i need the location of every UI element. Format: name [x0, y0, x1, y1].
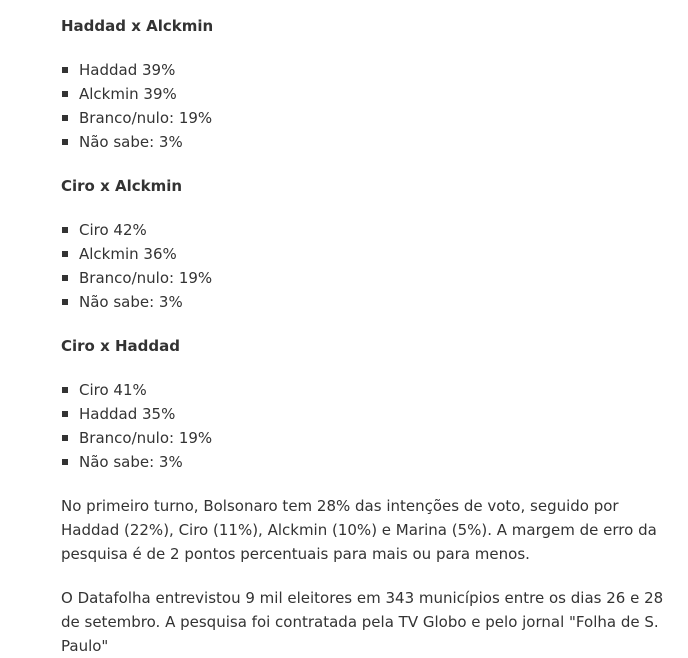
list-item	[61, 242, 212, 266]
list-item-text: Não sabe: 3%	[79, 453, 183, 471]
list-item-text: Branco/nulo: 19%	[79, 109, 213, 127]
list-item-text: Alckmin 36%	[79, 245, 177, 263]
list-item	[61, 450, 212, 474]
list-item	[61, 106, 212, 130]
results-list-haddad-x-alckmin	[61, 58, 212, 154]
list-item-text: Não sabe: 3%	[79, 293, 183, 311]
square-bullet-icon	[62, 299, 68, 305]
results-list-ciro-x-alckmin	[61, 218, 212, 314]
list-item	[61, 378, 212, 402]
list-item-text: Branco/nulo: 19%	[79, 269, 213, 287]
methodology-paragraph: O Datafolha entrevistou 9 mil eleitores em 343 municípios entre os dias 26 e 28 de setembro. A pesquisa foi contratada pela TV Globo e pelo jornal "Folha de S. Paulo"	[61, 589, 664, 655]
list-item-text: Ciro 41%	[79, 381, 147, 399]
square-bullet-icon	[62, 411, 68, 417]
square-bullet-icon	[62, 275, 68, 281]
list-item	[61, 218, 212, 242]
section-title-ciro-x-alckmin: Ciro x Alckmin	[61, 177, 183, 195]
list-item	[61, 290, 212, 314]
square-bullet-icon	[62, 387, 68, 393]
results-list-ciro-x-haddad	[61, 378, 212, 474]
list-item-text: Ciro 42%	[79, 221, 147, 239]
list-item	[61, 82, 212, 106]
list-item-text: Alckmin 39%	[79, 85, 177, 103]
list-item	[61, 130, 212, 154]
square-bullet-icon	[62, 67, 68, 73]
square-bullet-icon	[62, 115, 68, 121]
list-item-text: Branco/nulo: 19%	[79, 429, 213, 447]
section-title-haddad-x-alckmin: Haddad x Alckmin	[61, 17, 214, 35]
first-round-paragraph: No primeiro turno, Bolsonaro tem 28% das intenções de voto, seguido por Haddad (22%), Ciro (11%), Alckmin (10%) e Marina (5%). A margem de erro da pesquisa é de 2 pontos percentuais para mais ou para menos.	[61, 497, 657, 563]
list-item	[61, 402, 212, 426]
square-bullet-icon	[62, 91, 68, 97]
list-item	[61, 58, 212, 82]
list-item-text: Não sabe: 3%	[79, 133, 183, 151]
square-bullet-icon	[62, 251, 68, 257]
section-title-ciro-x-haddad: Ciro x Haddad	[61, 337, 180, 355]
square-bullet-icon	[62, 139, 68, 145]
list-item	[61, 266, 212, 290]
square-bullet-icon	[62, 227, 68, 233]
list-item	[61, 426, 212, 450]
list-item-text: Haddad 35%	[79, 405, 176, 423]
list-item-text: Haddad 39%	[79, 61, 176, 79]
square-bullet-icon	[62, 435, 68, 441]
square-bullet-icon	[62, 459, 68, 465]
